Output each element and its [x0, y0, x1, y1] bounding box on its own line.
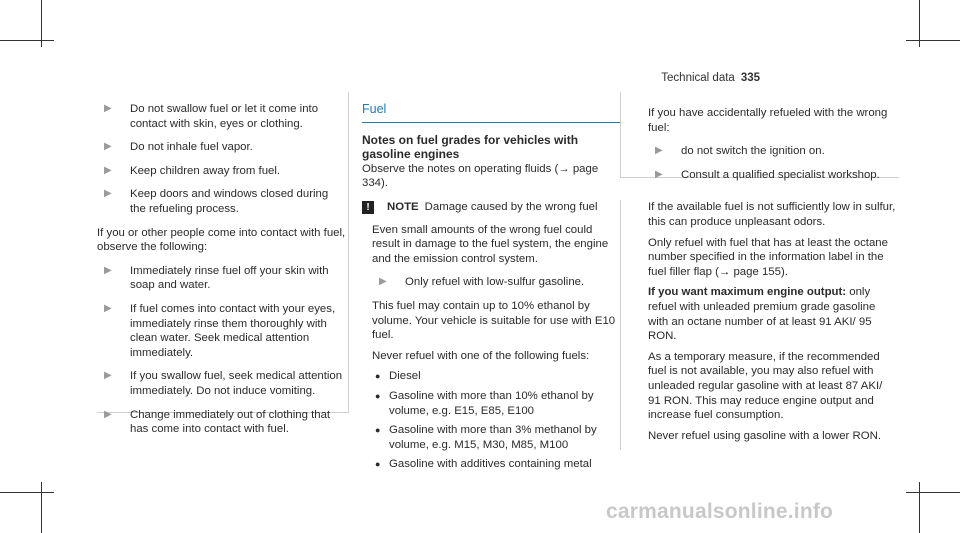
- warning-icon: !: [362, 201, 374, 214]
- paragraph: Only refuel with fuel that has at least the octane number specified in the information label in the fuel filler flap (→ page 155).: [648, 236, 888, 278]
- bullet-list: [372, 369, 620, 472]
- watermark: carmanualsonline.info: [606, 500, 834, 523]
- arrow-right-icon: ▶: [104, 264, 112, 276]
- arrow-right-icon: ▶: [104, 103, 112, 114]
- list-item: ● Gasoline with additives containing metal: [372, 457, 620, 472]
- list-item: ● Gasoline with more than 3% methanol by volume, e.g. M15, M30, M85, M100: [372, 423, 620, 452]
- note-body: [362, 223, 620, 472]
- page-number: 335: [740, 72, 760, 84]
- paragraph: Observe the notes on operating fluids (→ page 334).: [362, 162, 599, 190]
- note-label: NOTE: [387, 200, 419, 213]
- crop-mark: [906, 492, 960, 493]
- list-item: ▶ Immediately rinse fuel off your skin with soap and water.: [97, 264, 347, 293]
- arrow-right-icon: ▶: [655, 145, 663, 157]
- list-item: ▶ If you swallow fuel, seek medical attention immediately. Do not induce vomiting.: [97, 369, 347, 398]
- paragraph: If the available fuel is not sufficiently low in sulfur, this can produce unpleasant odors.: [648, 201, 896, 228]
- list-item: ▶ Do not inhale fuel vapor.: [97, 140, 347, 155]
- arrow-right-icon: ▶: [104, 164, 112, 176]
- header-section: Technical data: [661, 72, 735, 84]
- arrow-right-icon: ▶: [104, 408, 112, 420]
- arrow-right-icon: ▶: [379, 276, 387, 288]
- paragraph: This fuel may contain up to 10% ethanol by volume. Your vehicle is suitable for use with E10 fuel.: [372, 299, 616, 342]
- crop-mark: [41, 482, 42, 533]
- arrow-right-icon: ▶: [104, 188, 112, 200]
- bullet-icon: ●: [375, 371, 381, 382]
- text-block: [648, 200, 898, 443]
- bullet-icon: ●: [375, 459, 381, 470]
- paragraph: If you want maximum engine output: only refuel with unleaded premium grade gasoline with an octane number of at least 91 AKI/ 95 RON.: [648, 286, 876, 343]
- list-item: ▶ Keep doors and windows closed during the refueling process.: [97, 187, 347, 216]
- section-title: Fuel: [362, 102, 620, 123]
- bullet-icon: ●: [375, 390, 381, 401]
- crop-mark: [0, 492, 54, 493]
- column-right: [648, 106, 898, 449]
- crop-mark: [919, 482, 920, 533]
- bullet-icon: ●: [375, 425, 381, 436]
- note-heading: [362, 200, 620, 215]
- list-item: ▶ Consult a qualified specialist workshop.: [648, 168, 898, 183]
- arrow-right-icon: ▶: [104, 141, 112, 153]
- paragraph: Even small amounts of the wrong fuel could result in damage to the fuel system, the engine and the emission control system.: [372, 223, 609, 265]
- paragraph: If you or other people come into contact with fuel, observe the following:: [97, 226, 346, 254]
- list-item: ▶ Keep children away from fuel.: [97, 164, 347, 179]
- list-item: ▶ Do not swallow fuel or let it come into contact with skin, eyes or clothing.: [97, 102, 347, 131]
- list-item: ▶ Only refuel with low-sulfur gasoline.: [372, 275, 620, 290]
- list-item: ▶ do not switch the ignition on.: [648, 144, 898, 159]
- paragraph: As a temporary measure, if the recommended fuel is not available, you may also refuel with unleaded regular gasoline with at least 87 AKI/ 91 RON. This may reduce engine output and increase fuel consumption.: [648, 350, 883, 422]
- paragraph: Never refuel using gasoline with a lower RON.: [648, 429, 881, 442]
- note-heading-text: Damage caused by the wrong fuel: [424, 200, 598, 213]
- list-item: ▶ Change immediately out of clothing that has come into contact with fuel.: [97, 408, 347, 437]
- page-header: [661, 71, 760, 86]
- crop-mark: [0, 40, 54, 41]
- crop-mark: [906, 40, 960, 41]
- subsection-title: Notes on fuel grades for vehicles with gasoline engines: [362, 132, 579, 162]
- arrow-right-icon: ▶: [104, 370, 112, 382]
- emphasis: If you want maximum engine output:: [648, 286, 847, 299]
- arrow-right-icon: ▶: [655, 168, 663, 180]
- paragraph: Never refuel with one of the following fuels:: [372, 349, 590, 362]
- column-left: [97, 102, 347, 446]
- list-item: ● Gasoline with more than 10% ethanol by volume, e.g. E15, E85, E100: [372, 389, 620, 418]
- list-item: ● Diesel: [372, 369, 620, 384]
- column-middle: [362, 102, 620, 477]
- list-item: ▶ If fuel comes into contact with your eyes, immediately rinse them thoroughly with clean water. Seek medical attention immediately.: [97, 302, 347, 360]
- paragraph: If you have accidentally refueled with the wrong fuel:: [648, 107, 888, 134]
- arrow-right-icon: ▶: [104, 302, 112, 314]
